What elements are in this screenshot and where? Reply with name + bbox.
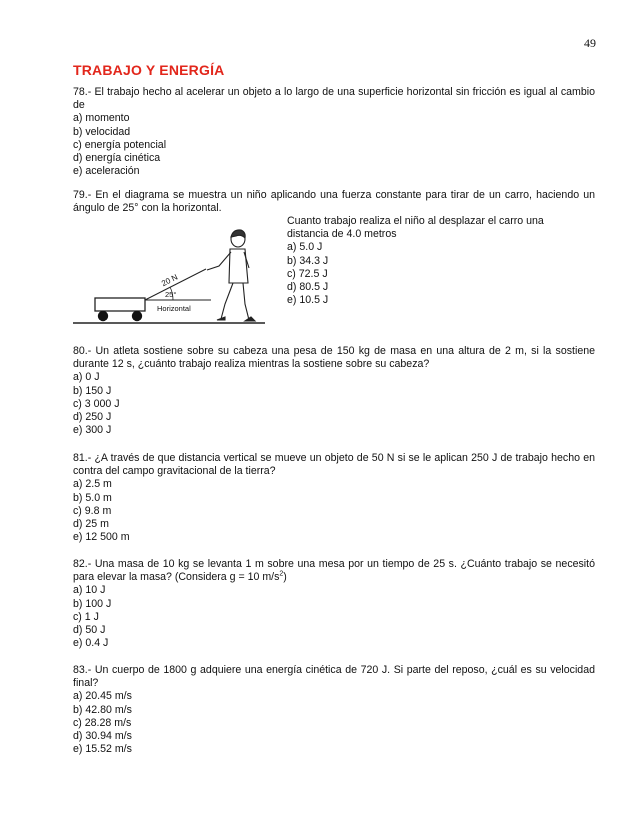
- question-80-text: 80.- Un atleta sostiene sobre su cabeza una pesa de 150 kg de masa en una altura de 2 m, si la sostiene durante 12 s, ¿cuánto trabajo realiza mientras la sostiene sobre su cabeza?: [73, 345, 595, 371]
- question-80-option-b: b) 150 J: [73, 384, 112, 397]
- question-82: [73, 558, 595, 650]
- cart-body: [95, 298, 145, 311]
- question-81-option-d: d) 25 m: [73, 518, 109, 531]
- question-80-option-a: a) 0 J: [73, 371, 100, 384]
- question-81: [73, 452, 595, 544]
- question-82-exponent: 2: [279, 570, 284, 578]
- question-79: [73, 189, 595, 215]
- question-83-option-e: e) 15.52 m/s: [73, 743, 132, 756]
- question-78-option-d: d) energía cinética: [73, 152, 161, 165]
- question-79-option-e: e) 10.5 J: [287, 294, 329, 307]
- question-81-option-e: e) 12 500 m: [73, 531, 130, 544]
- question-79-prompt-block: [287, 215, 587, 307]
- angle-label: 25°: [165, 290, 177, 299]
- question-83-option-a: a) 20.45 m/s: [73, 690, 132, 703]
- question-82-option-d: d) 50 J: [73, 624, 106, 637]
- question-78-text: 78.- El trabajo hecho al acelerar un objeto a lo largo de una superficie horizontal sin fricción es igual al cambio de: [73, 86, 595, 112]
- question-78: [73, 86, 595, 178]
- question-82-option-e: e) 0.4 J: [73, 637, 109, 650]
- question-83: [73, 664, 595, 756]
- question-82-option-a: a) 10 J: [73, 584, 106, 597]
- question-78-option-a: a) momento: [73, 112, 130, 125]
- question-78-option-e: e) aceleración: [73, 165, 140, 178]
- question-79-option-d: d) 80.5 J: [287, 281, 329, 294]
- question-82-option-b: b) 100 J: [73, 597, 112, 610]
- question-81-text: 81.- ¿A través de que distancia vertical se mueve un objeto de 50 N si se le aplican 250 J de trabajo hecho en contra del campo gravitacional de la tierra?: [73, 452, 595, 478]
- question-79-question: Cuanto trabajo realiza el niño al desplazar el carro una distancia de 4.0 metros: [287, 215, 544, 241]
- child-figure: [207, 230, 255, 321]
- question-82-text-line1: 82.- Una masa de 10 kg se levanta 1 m sobre una mesa por un tiempo de 25 s. ¿Cuánto trabajo se: [73, 558, 552, 570]
- question-79-text: 79.- En el diagrama se muestra un niño aplicando una fuerza constante para tirar de un carro, haciendo un ángulo de 25° con la horizontal.: [73, 189, 595, 215]
- question-83-option-b: b) 42.80 m/s: [73, 703, 132, 716]
- question-81-option-b: b) 5.0 m: [73, 491, 112, 504]
- question-79-option-b: b) 34.3 J: [287, 254, 329, 267]
- question-82-text-line2: necesitó para elevar la masa? (Considera g = 10 m/s: [73, 558, 595, 584]
- question-79-option-c: c) 72.5 J: [287, 267, 328, 280]
- question-78-option-c: c) energía potencial: [73, 138, 167, 151]
- question-83-text: 83.- Un cuerpo de 1800 g adquiere una energía cinética de 720 J. Si parte del reposo, ¿cuál es su velocidad final?: [73, 664, 595, 690]
- question-82-text-close: ): [283, 571, 287, 584]
- question-83-option-c: c) 28.28 m/s: [73, 716, 132, 729]
- question-80-option-c: c) 3 000 J: [73, 397, 120, 410]
- horizontal-label: Horizontal: [157, 304, 191, 313]
- question-80-option-e: e) 300 J: [73, 424, 112, 437]
- force-label: 20 N: [160, 272, 180, 289]
- question-78-option-b: b) velocidad: [73, 125, 131, 138]
- question-83-option-d: d) 30.94 m/s: [73, 730, 132, 743]
- section-title: TRABAJO Y ENERGÍA: [73, 62, 225, 78]
- question-82-option-c: c) 1 J: [73, 610, 99, 623]
- question-80-option-d: d) 250 J: [73, 411, 112, 424]
- cart-wheel-left: [98, 311, 108, 321]
- question-80: [73, 345, 595, 437]
- child-pulling-cart-diagram: [73, 228, 269, 332]
- page-number: 49: [584, 36, 596, 50]
- cart-wheel-right: [132, 311, 142, 321]
- question-81-option-c: c) 9.8 m: [73, 504, 112, 517]
- question-79-option-a: a) 5.0 J: [287, 241, 323, 254]
- question-81-option-a: a) 2.5 m: [73, 478, 112, 491]
- question-82-text: [73, 558, 595, 584]
